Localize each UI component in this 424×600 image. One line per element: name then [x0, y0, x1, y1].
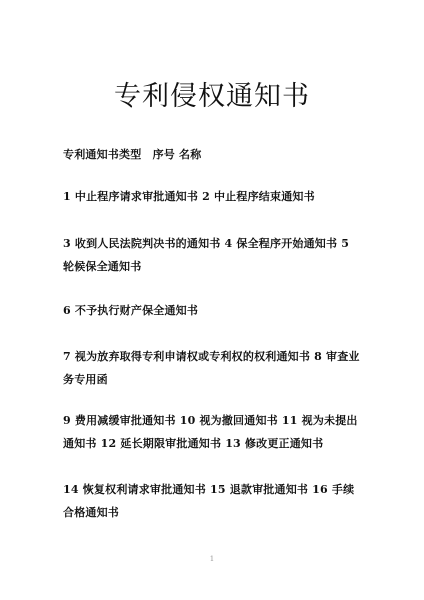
paragraph-item-6: 6 不予执行财产保全通知书	[63, 304, 199, 317]
paragraph-items-3-5: 3 收到人民法院判决书的通知书 4 保全程序开始通知书 5 轮候保全通知书	[63, 237, 350, 273]
paragraph-notice-types-header: 专利通知书类型 序号 名称	[63, 148, 202, 161]
paragraph-items-14-16: 14 恢复权利请求审批通知书 15 退款审批通知书 16 手续合格通知书	[63, 483, 355, 519]
paragraph-items-1-2: 1 中止程序请求审批通知书 2 中止程序结束通知书	[63, 190, 315, 203]
paragraph-items-7-8: 7 视为放弃取得专利申请权或专利权的权利通知书 8 审查业务专用函	[63, 350, 360, 386]
document-title: 专利侵权通知书	[114, 81, 310, 112]
paragraph-items-9-13: 9 费用减缓审批通知书 10 视为撤回通知书 11 视为未提出通知书 12 延长期限审批通知书 13 修改更正通知书	[63, 414, 358, 450]
page-number: 1	[209, 555, 215, 563]
